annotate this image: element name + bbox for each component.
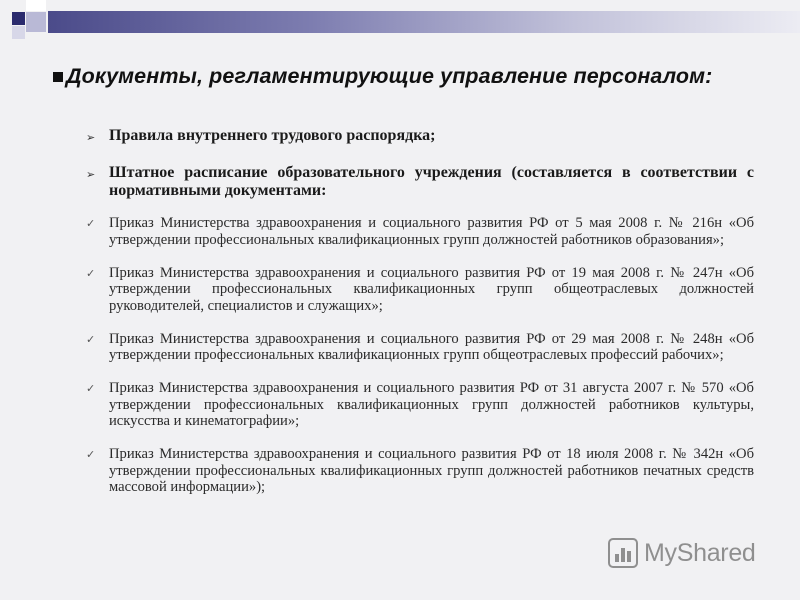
watermark-text: MyShared xyxy=(644,538,756,567)
header-gradient-band xyxy=(48,11,800,33)
arrow-bullet-icon: ➢ xyxy=(86,131,96,144)
list-item-text: Штатное расписание образовательного учреждения (составляется в соответствии с нормативными документами: xyxy=(109,164,754,199)
arrow-bullet-icon: ➢ xyxy=(86,168,96,181)
checkmark-icon: ✓ xyxy=(86,332,96,346)
watermark xyxy=(608,536,756,570)
list-item xyxy=(86,127,754,145)
list-item-text: Приказ Министерства здравоохранения и социального развития РФ от 18 июля 2008 г. № 342н «Об утверждении профессиональных квалификационных групп должностей работников печатных средств массовой информации»); xyxy=(109,446,754,495)
square-bullet-icon xyxy=(53,72,63,82)
list-item xyxy=(86,164,754,200)
title-row xyxy=(53,64,773,89)
list-item-text: Приказ Министерства здравоохранения и социального развития РФ от 31 августа 2007 г. № 570 «Об утверждении профессиональных квалификационных групп должностей работников культуры, искусства и кинематографии»; xyxy=(109,380,754,429)
list-item-text: Правила внутреннего трудового распорядка; xyxy=(109,127,436,144)
header-square-pale xyxy=(12,26,25,39)
checkmark-icon: ✓ xyxy=(86,382,96,395)
list-item xyxy=(86,380,754,430)
list-item xyxy=(86,446,754,496)
checkmark-icon: ✓ xyxy=(86,217,96,230)
list-item xyxy=(86,331,754,364)
list-item xyxy=(86,215,754,248)
header-square-light xyxy=(26,12,46,32)
list-item xyxy=(86,265,754,315)
header-square-white xyxy=(26,0,46,11)
slide-title: Документы, регламентирующие управление персоналом: xyxy=(66,64,713,88)
checkmark-icon: ✓ xyxy=(86,266,96,280)
list-item-text: Приказ Министерства здравоохранения и социального развития РФ от 29 мая 2008 г. № 248н «Об утверждении профессиональных квалификационных групп общеотраслевых профессий рабочих»; xyxy=(109,330,754,363)
list-item-text: Приказ Министерства здравоохранения и социального развития РФ от 19 мая 2008 г. № 247н «Об утверждении профессиональных квалификационных групп общеотраслевых должностей руководителей, специалистов и служащих»; xyxy=(109,264,754,314)
checkmark-icon: ✓ xyxy=(86,448,96,461)
bar-chart-icon xyxy=(608,538,638,568)
list-item-text: Приказ Министерства здравоохранения и социального развития РФ от 5 мая 2008 г. № 216н «Об утверждении профессиональных квалификационных групп должностей работников образования»; xyxy=(109,215,754,248)
header-square-dark xyxy=(12,12,25,25)
content-list xyxy=(86,127,754,512)
